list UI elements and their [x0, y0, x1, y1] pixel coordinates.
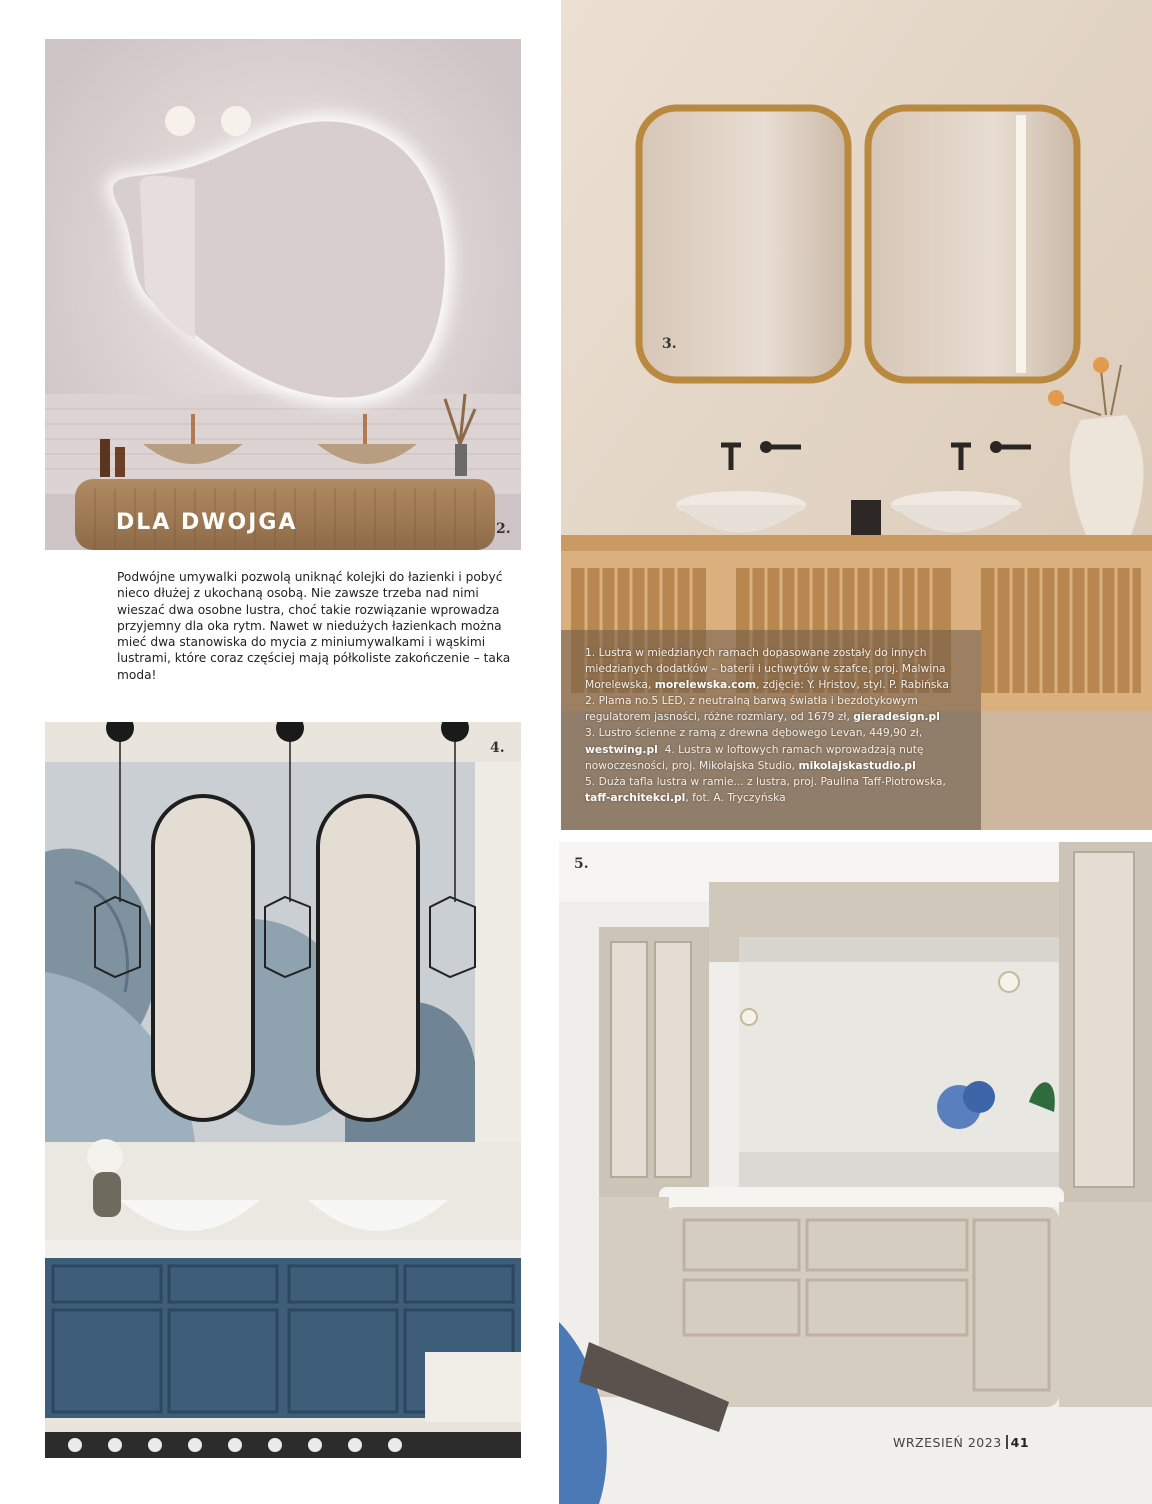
photo-captions — [585, 645, 965, 806]
caption-5-text: 5. Duża tafla lustra w ramie... z lustra, proj. Paulina Taff-Piotrowska, — [585, 774, 946, 788]
photo-number: 5. — [574, 856, 589, 872]
caption-3-text: 3. Lustro ścienne z ramą z drewna dębowego Levan, 449,90 zł, — [585, 726, 923, 740]
section-headline: DLA DWOJGA — [116, 510, 298, 535]
caption-4-link[interactable]: mikolajskastudio.pl — [798, 758, 916, 772]
caption-5-link[interactable]: taff-architekci.pl — [585, 790, 686, 804]
photo-5-large-mirror — [559, 842, 1152, 1504]
caption-1-credit: , zdjęcie: Y. Hristov, styl. P. Rabińska — [756, 678, 949, 692]
photo-4-oval-mirrors — [45, 722, 521, 1458]
caption-5-credit: , fot. A. Tryczyńska — [685, 790, 786, 804]
photo-number: 4. — [490, 740, 505, 756]
photo-2-blob-mirror — [45, 39, 521, 550]
caption-1-text: 1. Lustra w miedzianych ramach dopasowane zostały do innych miedzianych dodatków – baterii i uchwytów w szafce, proj. Malwina Morelewska, — [585, 646, 946, 692]
issue-label: WRZESIEŃ 2023 — [893, 1435, 1002, 1450]
photo-number: 3. — [662, 336, 677, 352]
caption-2-text: 2. Plama no.5 LED, z neutralną barwą światła i bezdotykowym regulatorem jasności, różne rozmiary, od 1679 zł, — [585, 694, 918, 724]
photo-number: 2. — [496, 521, 511, 537]
caption-1-link[interactable]: morelewska.com — [654, 678, 757, 692]
page-number: 41 — [1010, 1435, 1030, 1450]
caption-4-text: 4. Lustra w loftowych ramach wprowadzają nutę nowoczesności, proj. Mikołajska Studio, — [585, 742, 924, 772]
caption-3-link[interactable]: westwing.pl — [585, 742, 658, 756]
caption-2-link[interactable]: gieradesign.pl — [853, 710, 940, 724]
footer-divider — [1006, 1435, 1008, 1449]
page-footer — [893, 1435, 1029, 1450]
lead-paragraph: Podwójne umywalki pozwolą uniknąć kolejki do łazienki i pobyć nieco dłużej z ukochaną osobą. Nie zawsze trzeba nad nimi wieszać dwa osobne lustra, choć takie rozwiązanie wprowadza przyjemny dla oka rytm. Nawet w niedużych łazienkach można mieć dwa stanowiska do mycia z miniumywalkami i wąskimi lustrami, które coraz częściej mają półkoliste zakończenie – taka moda! — [117, 570, 511, 682]
